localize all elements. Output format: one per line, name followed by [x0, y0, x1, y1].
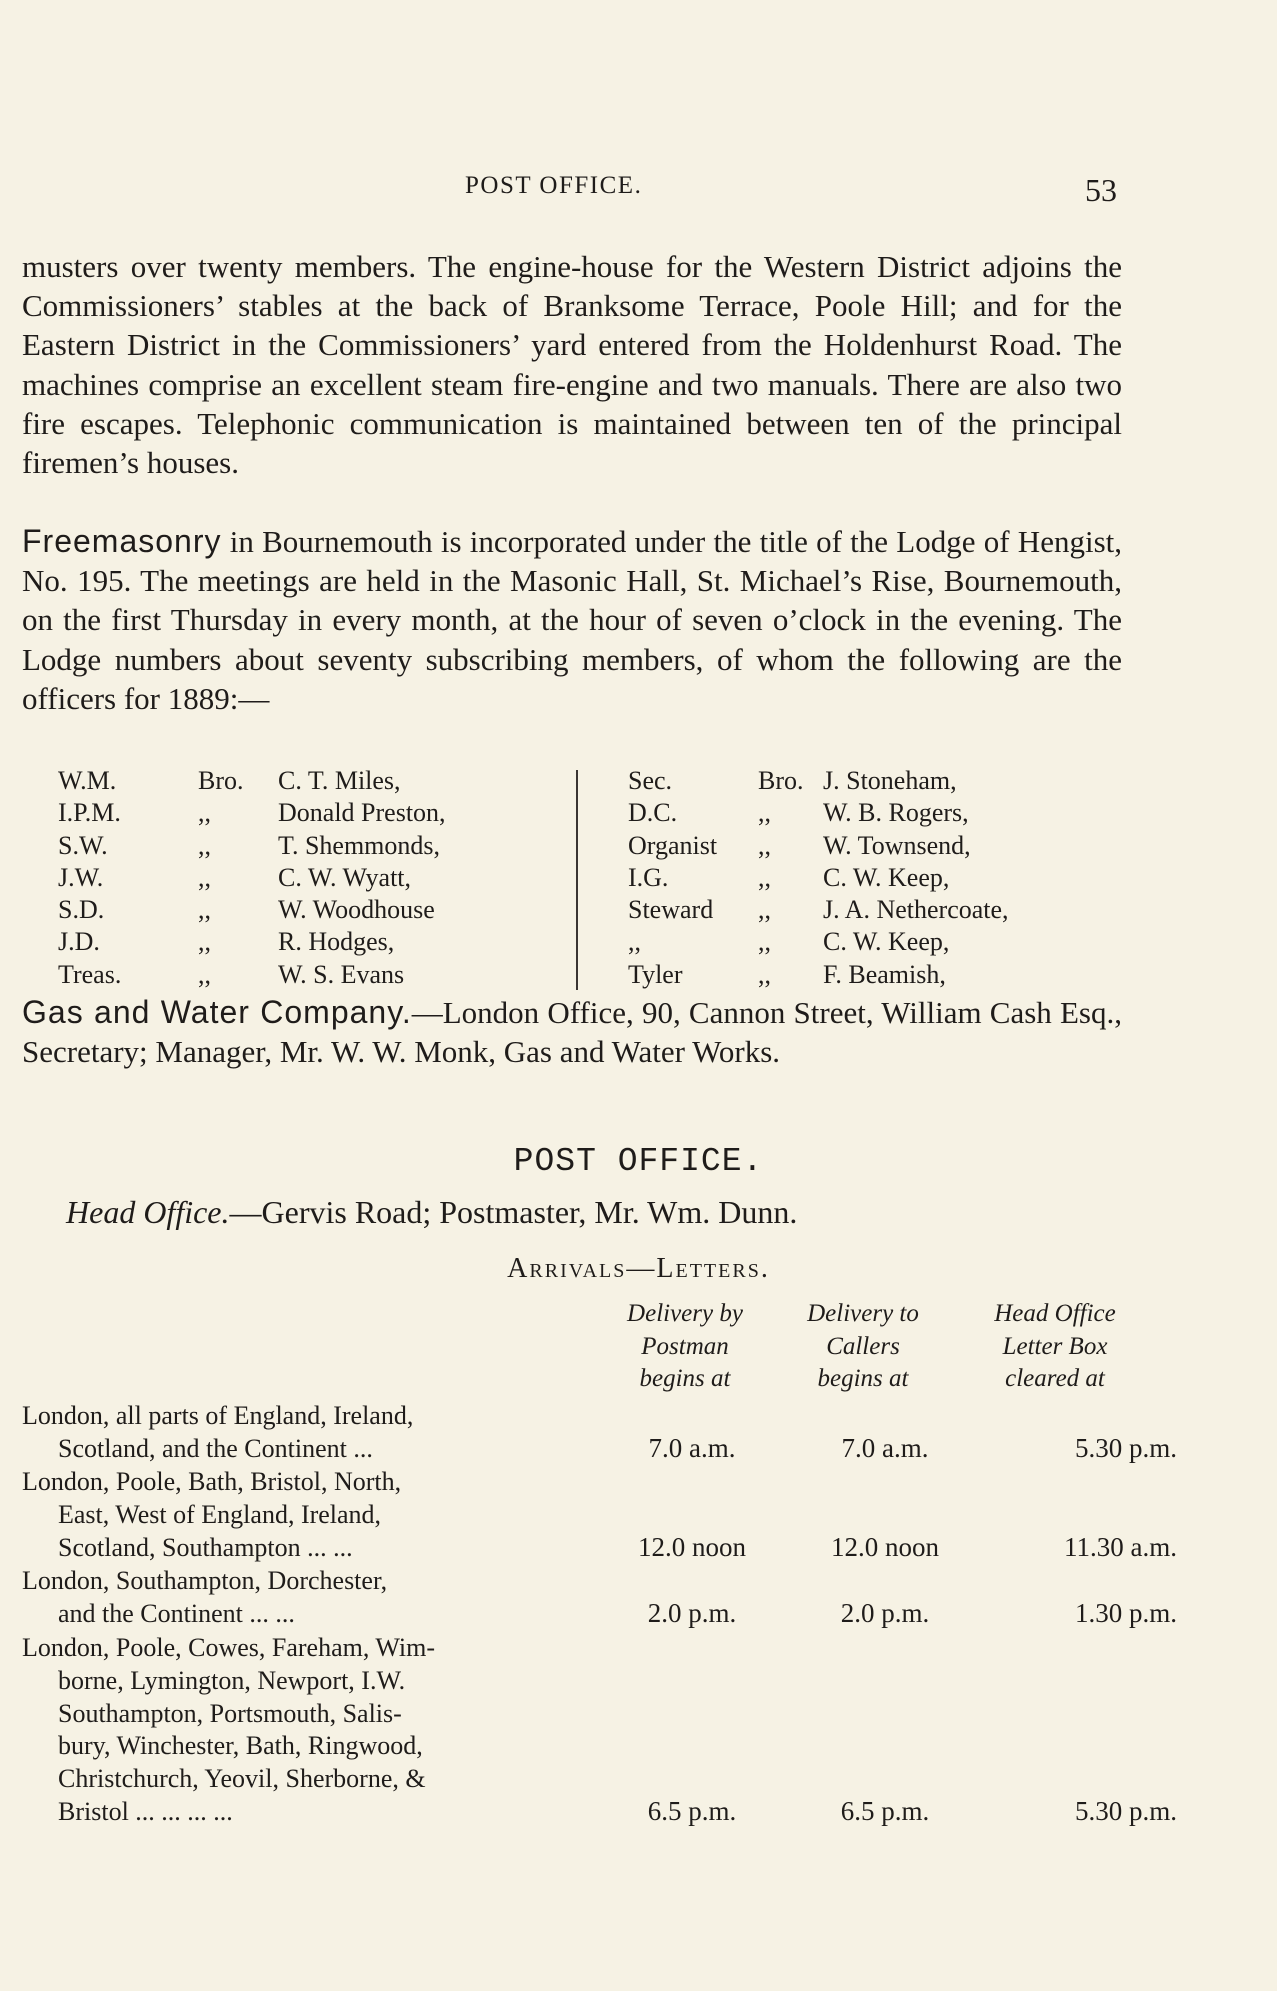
- officer-name: T. Shemmonds,: [278, 830, 441, 860]
- column-header-line: begins at: [817, 1365, 909, 1392]
- route-description: [22, 1466, 582, 1564]
- officer-role: S.W.: [58, 830, 108, 860]
- gas-water-paragraph: [22, 993, 1122, 1071]
- column-header-callers: [768, 1298, 958, 1396]
- postman-time: 2.0 p.m.: [647, 1597, 737, 1628]
- column-header-line: cleared at: [1005, 1365, 1105, 1392]
- column-header-line: begins at: [639, 1365, 731, 1392]
- callers-time: 12.0 noon: [831, 1531, 939, 1562]
- officer-title: ,,: [198, 959, 211, 989]
- postman-time: 7.0 a.m.: [648, 1432, 736, 1463]
- officer-name: W. Townsend,: [823, 830, 971, 860]
- officer-role: W.M.: [58, 766, 117, 795]
- freemasonry-text: in Bournemouth is incorporated under the title of the Lodge of Hengist, No. 195. The meetings are held in the Masonic Hall, St. Michael’s Rise, Bournemouth, on the first Thursday in every month, at the hour of seven o’clock in the evening. The Lodge numbers about seventy subscribing members, of whom the following are the officers for 1889:—: [22, 524, 1122, 716]
- officer-role: I.P.M.: [58, 798, 121, 828]
- route-line: borne, Lymington, Newport, I.W.: [58, 1665, 406, 1695]
- page-number: 53: [1085, 172, 1117, 208]
- route-line: Bristol ... ... ... ...: [58, 1796, 233, 1826]
- letter-box-time: 11.30 a.m.: [1064, 1531, 1177, 1562]
- head-office-label: Head Office.: [66, 1194, 230, 1230]
- officer-title: ,,: [198, 927, 211, 957]
- officer-title: ,,: [198, 862, 211, 892]
- officer-row: [628, 796, 1128, 828]
- officer-name: C. W. Keep,: [823, 862, 950, 892]
- column-header-line: Delivery by: [627, 1300, 743, 1327]
- officer-name: F. Beamish,: [823, 959, 946, 989]
- officer-name: C. T. Miles,: [278, 766, 401, 795]
- officer-title: Bro.: [758, 766, 804, 795]
- officer-role: J.W.: [58, 862, 104, 892]
- column-header-line: Postman: [641, 1332, 729, 1360]
- officer-title: ,,: [198, 798, 211, 828]
- officer-role: Treas.: [58, 959, 122, 989]
- head-office-text: —Gervis Road; Postmaster, Mr. Wm. Dunn.: [229, 1194, 798, 1230]
- postman-time: 6.5 p.m.: [647, 1796, 737, 1826]
- route-line: Christchurch, Yeovil, Sherborne, &: [58, 1764, 426, 1794]
- head-office-line: [66, 1194, 797, 1231]
- route-line: Southampton, Portsmouth, Salis-: [58, 1698, 402, 1728]
- officer-row: [58, 764, 578, 796]
- running-head: POST OFFICE.: [465, 172, 643, 199]
- arrivals-heading: Arrivals—Letters.: [507, 1253, 770, 1284]
- officer-name: R. Hodges,: [278, 927, 395, 957]
- officer-title: ,,: [198, 895, 211, 925]
- officers-left-column: [58, 764, 578, 990]
- column-header-letter-box: [960, 1298, 1150, 1396]
- route-line: and the Continent ... ...: [58, 1598, 295, 1628]
- officers-right-column: [628, 764, 1128, 990]
- callers-time: 7.0 a.m.: [841, 1432, 929, 1463]
- officer-row: [58, 925, 578, 957]
- officer-row: [628, 893, 1128, 925]
- officer-role: J.D.: [58, 927, 100, 957]
- column-header-line: Delivery to: [807, 1300, 919, 1327]
- route-description: [22, 1565, 582, 1631]
- callers-time: 2.0 p.m.: [840, 1597, 930, 1628]
- column-header-line: Letter Box: [1002, 1332, 1108, 1360]
- column-divider: [576, 770, 578, 990]
- gas-water-lead: Gas and Water Company.: [22, 994, 412, 1030]
- officer-name: Donald Preston,: [278, 798, 446, 828]
- callers-time: 6.5 p.m.: [840, 1796, 930, 1826]
- letter-box-time: 5.30 p.m.: [1074, 1432, 1177, 1463]
- officer-title: ,,: [198, 830, 211, 860]
- officer-row: [58, 893, 578, 925]
- officer-row: [628, 764, 1128, 796]
- officer-row: [628, 925, 1128, 957]
- fire-brigade-paragraph: musters over twenty members. The engine-house for the Western District adjoins the Commissioners’ stables at the back of Branksome Terrace, Poole Hill; and for the Eastern District in the Commissioners’ yard entered from the Holdenhurst Road. The machines comprise an excellent steam fire-engine and two manuals. There are also two fire escapes. Telephonic communication is maintained between ten of the principal firemen’s houses.: [22, 249, 1122, 481]
- officer-title: Bro.: [198, 766, 244, 795]
- route-line: Scotland, and the Continent ...: [58, 1433, 373, 1463]
- officer-role: I.G.: [628, 862, 669, 892]
- officer-name: W. S. Evans: [278, 959, 405, 989]
- officer-role: Sec.: [628, 766, 673, 795]
- officer-title: ,,: [758, 798, 771, 828]
- officer-row: [628, 829, 1128, 861]
- route-line: London, Poole, Cowes, Fareham, Wim-: [22, 1633, 435, 1662]
- officer-title: ,,: [758, 830, 771, 860]
- officer-role: S.D.: [58, 895, 105, 925]
- officer-name: W. Woodhouse: [278, 895, 435, 925]
- post-office-title: POST OFFICE.: [513, 1143, 764, 1180]
- route-line: East, West of England, Ireland,: [58, 1499, 382, 1529]
- column-header-line: Callers: [826, 1332, 900, 1360]
- route-description: [22, 1400, 582, 1466]
- officer-name: J. Stoneham,: [823, 766, 957, 795]
- officer-name: J. A. Nethercoate,: [823, 895, 1009, 925]
- letter-box-time: 5.30 p.m.: [1074, 1796, 1177, 1826]
- officer-title: ,,: [758, 959, 771, 989]
- gas-water-text: —London Office, 90, Cannon Street, William Cash Esq., Secretary; Manager, Mr. W. W. Monk, Gas and Water Works.: [22, 995, 1122, 1070]
- letter-box-time: 1.30 p.m.: [1074, 1597, 1177, 1628]
- officers-list: [58, 764, 1118, 989]
- route-line: London, Southampton, Dorchester,: [22, 1566, 388, 1595]
- route-line: London, Poole, Bath, Bristol, North,: [22, 1467, 402, 1496]
- column-header-line: Head Office: [994, 1300, 1116, 1327]
- officer-role: Steward: [628, 895, 714, 925]
- officer-role: ,,: [628, 927, 641, 957]
- postman-time: 12.0 noon: [638, 1531, 746, 1562]
- freemasonry-lead: Freemasonry: [22, 523, 222, 559]
- freemasonry-paragraph: [22, 522, 1122, 718]
- route-line: Scotland, Southampton ... ...: [58, 1532, 353, 1562]
- officer-name: W. B. Rogers,: [823, 798, 969, 828]
- officer-role: D.C.: [628, 798, 678, 828]
- officer-role: Tyler: [628, 959, 683, 989]
- officer-row: [628, 861, 1128, 893]
- officer-row: [628, 958, 1128, 990]
- officer-title: ,,: [758, 927, 771, 957]
- route-line: bury, Winchester, Bath, Ringwood,: [58, 1731, 423, 1761]
- officer-row: [58, 958, 578, 990]
- route-description: [22, 1632, 582, 1829]
- officer-row: [58, 861, 578, 893]
- officer-title: ,,: [758, 895, 771, 925]
- officer-name: C. W. Keep,: [823, 927, 950, 957]
- column-header-postman: [590, 1298, 780, 1396]
- officer-title: ,,: [758, 862, 771, 892]
- officer-row: [58, 796, 578, 828]
- officer-role: Organist: [628, 830, 718, 860]
- officer-row: [58, 829, 578, 861]
- route-line: London, all parts of England, Ireland,: [22, 1401, 414, 1430]
- officer-name: C. W. Wyatt,: [278, 862, 412, 892]
